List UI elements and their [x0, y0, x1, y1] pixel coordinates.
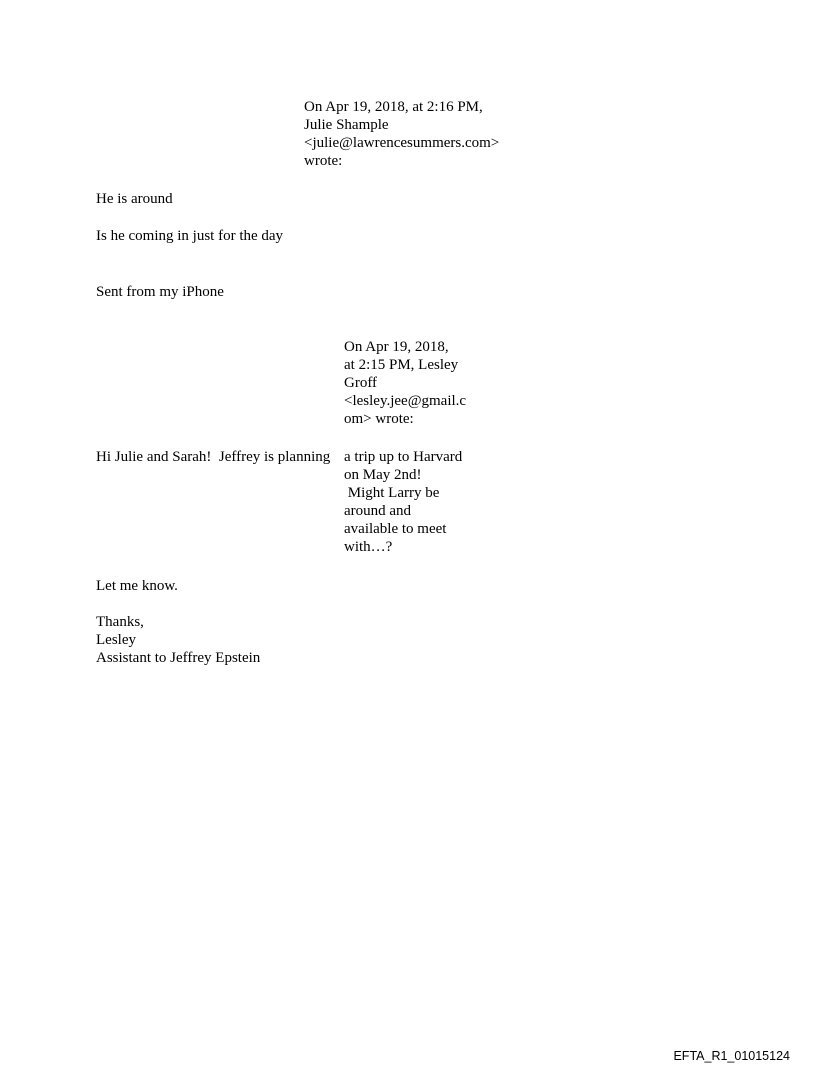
quote-header-julie: [304, 98, 499, 170]
reply-text-line-2: Is he coming in just for the day: [96, 228, 284, 244]
message-body-first-line: Hi Julie and Sarah! Jeffrey is planning: [96, 449, 331, 465]
mobile-signature: Sent from my iPhone: [96, 284, 224, 300]
quote-header-line: Groff: [344, 375, 378, 391]
quote-header-line: <lesley.jee@gmail.c: [344, 393, 467, 409]
message-body-line: on May 2nd!: [344, 467, 422, 483]
quote-header-line: On Apr 19, 2018,: [344, 339, 449, 355]
quote-header-line: Julie Shample: [304, 117, 389, 133]
document-id-footer: EFTA_R1_01015124: [673, 1049, 790, 1063]
message-closing: Let me know.: [96, 578, 178, 594]
message-body-line: with…?: [344, 539, 393, 555]
reply-text-line-1: He is around: [96, 191, 173, 207]
message-body-line: a trip up to Harvard: [344, 449, 463, 465]
quote-header-line: On Apr 19, 2018, at 2:16 PM,: [304, 99, 483, 115]
quote-header-lesley: [344, 338, 466, 428]
message-body-line: around and: [344, 503, 412, 519]
signoff-line: Thanks,: [96, 614, 144, 630]
message-body-continuation: [344, 448, 462, 556]
quote-header-line: <julie@lawrencesummers.com>: [304, 135, 500, 151]
signoff-line: Assistant to Jeffrey Epstein: [96, 650, 261, 666]
quote-header-line: at 2:15 PM, Lesley: [344, 357, 459, 373]
message-body-line: available to meet: [344, 521, 447, 537]
message-signoff: [96, 613, 260, 667]
signoff-line: Lesley: [96, 632, 136, 648]
quote-header-line: om> wrote:: [344, 411, 414, 427]
message-body-line: Might Larry be: [344, 485, 440, 501]
quote-header-line: wrote:: [304, 153, 343, 169]
